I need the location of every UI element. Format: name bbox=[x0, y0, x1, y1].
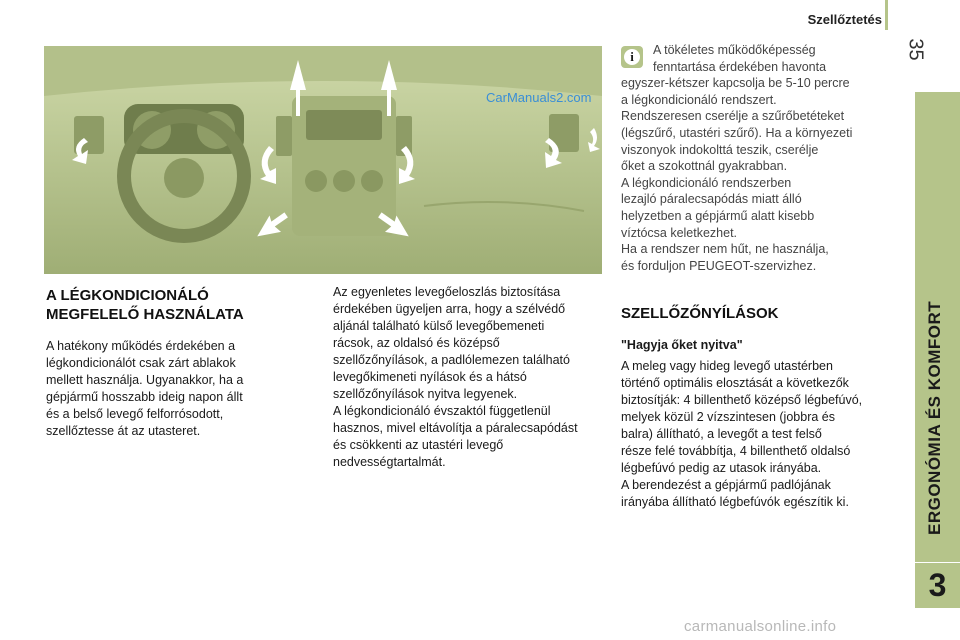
info-line: A tökéletes működőképesség bbox=[653, 43, 816, 57]
info-line: és forduljon PEUGEOT-szervizhez. bbox=[621, 258, 817, 273]
info-line: (légszűrő, utastéri szűrő). Ha a környezeti bbox=[621, 125, 853, 140]
text-line: légkondicionálót csak zárt ablakok bbox=[46, 356, 236, 370]
info-line: víztócsa keletkezhet. bbox=[621, 225, 738, 240]
airflow-text bbox=[333, 284, 609, 471]
info-line: helyzetben a gépjármű alatt kisebb bbox=[621, 208, 815, 223]
chapter-number: 3 bbox=[915, 563, 960, 608]
text-line: A berendezést a gépjármű padlójának bbox=[621, 478, 831, 492]
watermark-bottom: carmanualsonline.info bbox=[684, 618, 837, 635]
vents-text bbox=[621, 358, 906, 511]
info-line: Ha a rendszer nem hűt, ne használja, bbox=[621, 242, 829, 257]
text-line: hasznos, mivel eltávolítja a páralecsapódást bbox=[333, 421, 578, 435]
info-line: a légkondicionáló rendszert. bbox=[621, 92, 777, 107]
text-line: mellett használja. Ugyanakkor, ha a bbox=[46, 373, 244, 387]
info-line: őket a szokottnál gyakrabban. bbox=[621, 159, 788, 174]
text-line: Az egyenletes levegőeloszlás biztosítása bbox=[333, 285, 561, 299]
text-line: és a belső levegő felforrósodott, bbox=[46, 407, 224, 421]
text-line: aljánál található külső levegőbemeneti bbox=[333, 319, 545, 333]
ac-usage-text bbox=[46, 338, 316, 440]
text-line: A hatékony működés érdekében a bbox=[46, 339, 236, 353]
info-line: A légkondicionáló rendszerben bbox=[621, 175, 792, 190]
text-line: rácsok, az oldalsó és középső bbox=[333, 336, 500, 350]
info-line: lezajló páralecsapódás miatt álló bbox=[621, 192, 802, 207]
watermark-top: CarManuals2.com bbox=[486, 90, 592, 105]
text-line: nedvességtartalmát. bbox=[333, 455, 446, 469]
ac-usage-heading-line2: MEGFELELŐ HASZNÁLATA bbox=[46, 306, 244, 323]
text-line: irányába állítható légbefúvók egészítik ki. bbox=[621, 495, 849, 509]
text-line: melyek közül 2 vízszintesen (jobbra és bbox=[621, 410, 835, 424]
info-line: egyszer-kétszer kapcsolja be 5-10 percre bbox=[621, 76, 850, 91]
text-line: biztosítják: 4 billenthető középső légbefúvó, bbox=[621, 393, 863, 407]
text-line: légbefúvó pedig az utasok irányába. bbox=[621, 461, 822, 475]
ac-usage-heading-line1: A LÉGKONDICIONÁLÓ bbox=[46, 287, 209, 304]
section-title: Szellőztetés bbox=[807, 12, 882, 27]
info-icon: i bbox=[621, 46, 643, 68]
text-line: levegőkimeneti nyílások és a hátsó bbox=[333, 370, 527, 384]
info-line: Rendszeresen cserélje a szűrőbetéteket bbox=[621, 109, 845, 124]
text-line: része felé továbbítja, 4 billenthető oldalsó bbox=[621, 444, 851, 458]
dashboard-illustration bbox=[44, 46, 602, 274]
info-line: fenntartása érdekében havonta bbox=[653, 59, 827, 74]
vents-heading: SZELLŐZŐNYÍLÁSOK bbox=[621, 305, 779, 322]
header-accent-bar bbox=[885, 0, 888, 30]
text-line: történő optimális elosztását a következők bbox=[621, 376, 849, 390]
ac-usage-section bbox=[46, 286, 316, 440]
text-line: szellőzőnyílások, a padlólemezen található bbox=[333, 353, 570, 367]
text-line: gépjármű hosszabb ideig napon állt bbox=[46, 390, 243, 404]
info-line: viszonyok indokolttá teszik, cserélje bbox=[621, 142, 819, 157]
text-line: A légkondicionáló évszaktól függetlenül bbox=[333, 404, 551, 418]
text-line: szellőztesse át az utasteret. bbox=[46, 424, 201, 438]
page-number: 35 bbox=[904, 38, 927, 61]
airflow-section bbox=[333, 284, 609, 471]
info-note bbox=[621, 42, 911, 274]
vents-section bbox=[621, 304, 906, 511]
text-line: A meleg vagy hideg levegő utastérben bbox=[621, 359, 833, 373]
vents-subheading: "Hagyja őket nyitva" bbox=[621, 338, 743, 352]
text-line: balra) állítható, a levegőt a test felső bbox=[621, 427, 822, 441]
text-line: és csökkenti az utastéri levegő bbox=[333, 438, 504, 452]
text-line: szellőzőnyílások nyitva legyenek. bbox=[333, 387, 518, 401]
text-line: érdekében ügyeljen arra, hogy a szélvédő bbox=[333, 302, 566, 316]
chapter-title: ERGONÓMIA ÉS KOMFORT bbox=[925, 300, 944, 535]
